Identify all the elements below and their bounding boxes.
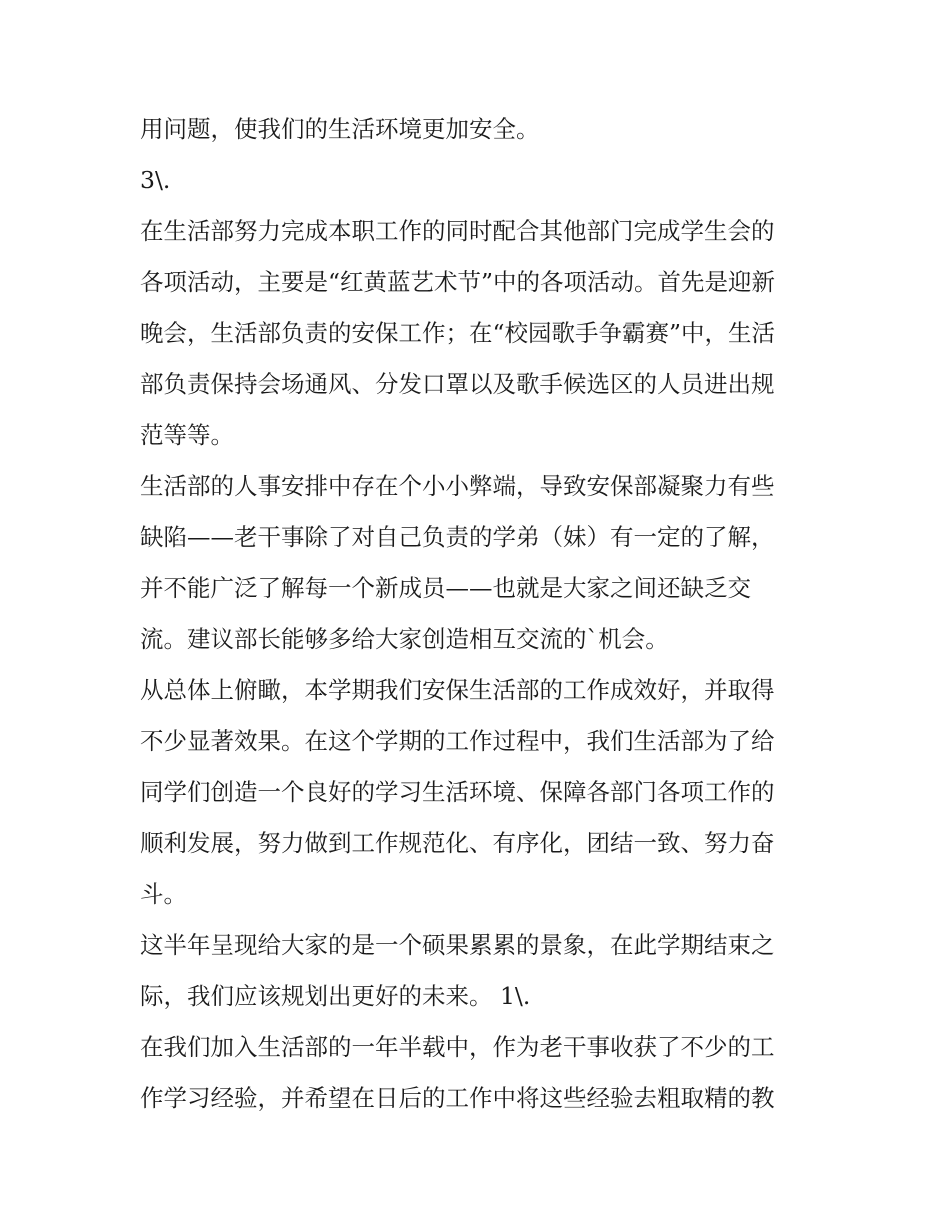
text-line: 3\. — [140, 166, 171, 194]
text-line: 缺陷——老干事除了对自己负责的学弟（妹）有一定的了解， — [140, 523, 775, 551]
text-line: 从总体上俯瞰，本学期我们安保生活部的工作成效好，并取得 — [140, 676, 775, 704]
text-line: 部负责保持会场通风、分发口罩以及歌手候选区的人员进出规 — [140, 370, 775, 398]
text-line: 不少显著效果。在这个学期的工作过程中，我们生活部为了给 — [140, 727, 775, 755]
text-line: 作学习经验，并希望在日后的工作中将这些经验去粗取精的教 — [140, 1084, 775, 1112]
text-line: 并不能广泛了解每一个新成员——也就是大家之间还缺乏交 — [140, 574, 751, 602]
text-line: 际，我们应该规划出更好的未来。 1\. — [140, 982, 531, 1010]
text-line: 这半年呈现给大家的是一个硕果累累的景象，在此学期结束之 — [140, 931, 775, 959]
text-line: 范等等。 — [140, 421, 234, 449]
document-page — [140, 104, 820, 1124]
text-line: 生活部的人事安排中存在个小小弊端，导致安保部凝聚力有些 — [140, 472, 775, 500]
text-line: 在我们加入生活部的一年半载中，作为老干事收获了不少的工 — [140, 1033, 775, 1061]
text-line: 流。建议部长能够多给大家创造相互交流的`机会。 — [140, 625, 669, 653]
text-line: 各项活动，主要是“红黄蓝艺术节”中的各项活动。首先是迎新 — [140, 268, 776, 296]
text-line: 在生活部努力完成本职工作的同时配合其他部门完成学生会的 — [140, 217, 775, 245]
text-line: 斗。 — [140, 880, 187, 908]
text-line: 顺利发展，努力做到工作规范化、有序化，团结一致、努力奋 — [140, 829, 775, 857]
text-line: 同学们创造一个良好的学习生活环境、保障各部门各项工作的 — [140, 778, 775, 806]
text-line: 用问题，使我们的生活环境更加安全。 — [140, 115, 540, 143]
text-line: 晚会，生活部负责的安保工作；在“校园歌手争霸赛”中，生活 — [140, 319, 776, 347]
